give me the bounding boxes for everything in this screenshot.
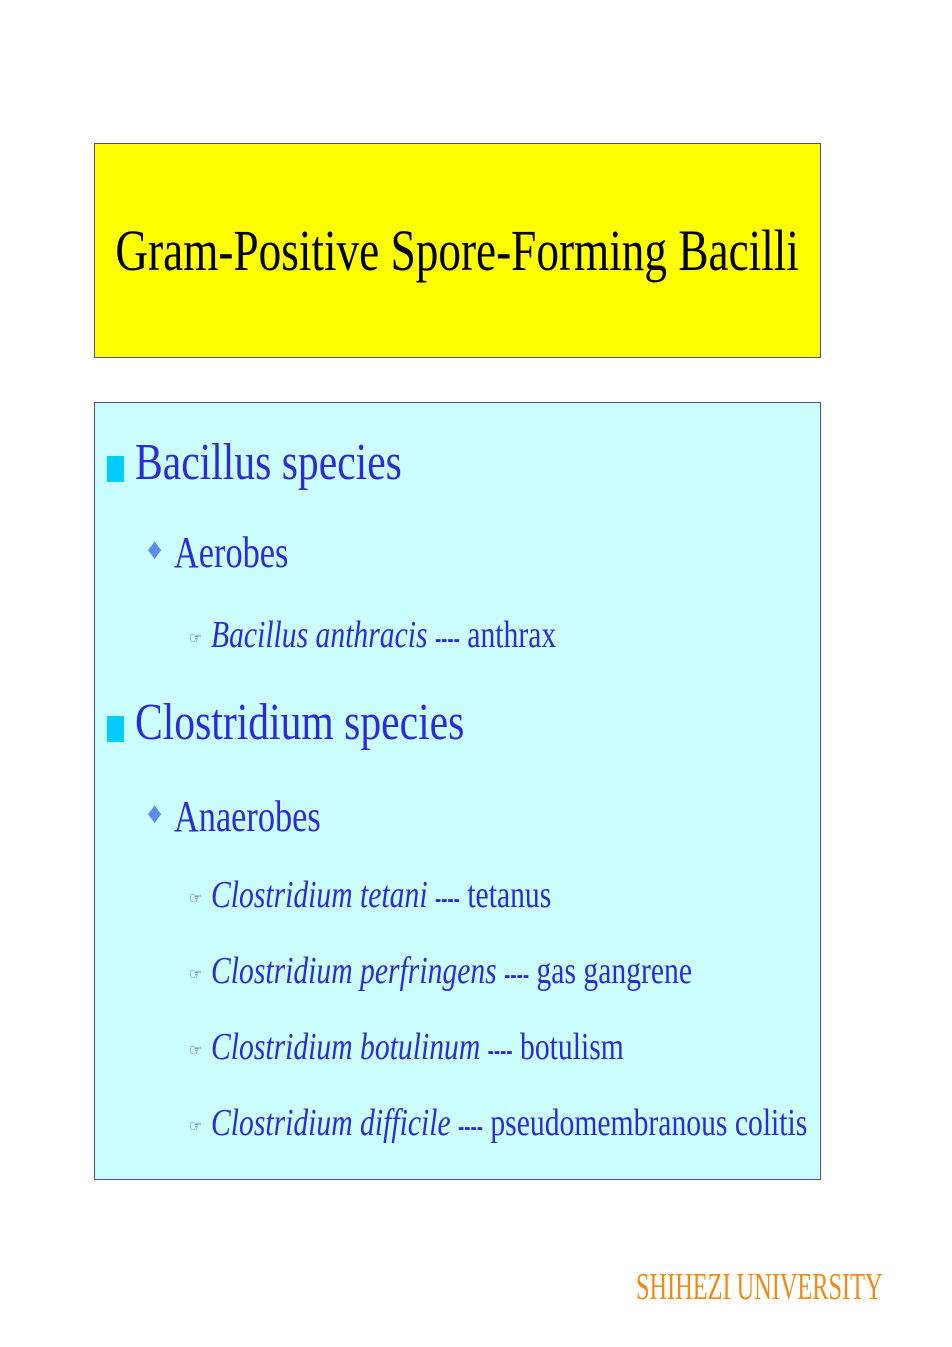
disease-name: tetanus: [467, 874, 552, 916]
pointing-hand-icon: ☞: [189, 967, 203, 983]
species-name: Clostridium perfringens: [211, 950, 497, 992]
pointing-hand-icon: ☞: [189, 1119, 203, 1135]
species-name: Clostridium botulinum: [211, 1026, 481, 1068]
species-name: Bacillus anthracis: [211, 614, 428, 656]
disease-name: anthrax: [467, 614, 557, 656]
content-box: [94, 402, 821, 1180]
square-bullet-icon: [107, 716, 124, 742]
pointing-hand-icon: ☞: [189, 891, 203, 907]
pointing-hand-icon: ☞: [189, 1043, 203, 1059]
species-name: Clostridium difficile: [211, 1102, 451, 1144]
footer-institution: SHIHEZI UNIVERSITY: [636, 1266, 883, 1308]
group-label: Clostridium species: [135, 694, 465, 751]
subgroup-label: Aerobes: [174, 528, 289, 577]
separator: ----: [504, 962, 530, 989]
separator: ----: [458, 1114, 483, 1141]
separator: ----: [434, 886, 460, 913]
separator: ----: [487, 1038, 513, 1065]
pointing-hand-icon: ☞: [189, 631, 203, 647]
subgroup-label: Anaerobes: [174, 792, 321, 841]
group-label: Bacillus species: [135, 434, 402, 491]
square-bullet-icon: [107, 456, 124, 482]
separator: ----: [434, 626, 460, 653]
page-title: Gram-Positive Spore-Forming Bacilli: [115, 218, 800, 283]
disease-name: pseudomembranous colitis: [490, 1102, 808, 1144]
title-box: [94, 143, 821, 358]
diamond-bullet-icon: ♦: [147, 533, 163, 566]
diamond-bullet-icon: ♦: [147, 797, 163, 830]
species-name: Clostridium tetani: [211, 874, 428, 916]
disease-name: botulism: [520, 1026, 624, 1068]
disease-name: gas gangrene: [536, 950, 693, 992]
